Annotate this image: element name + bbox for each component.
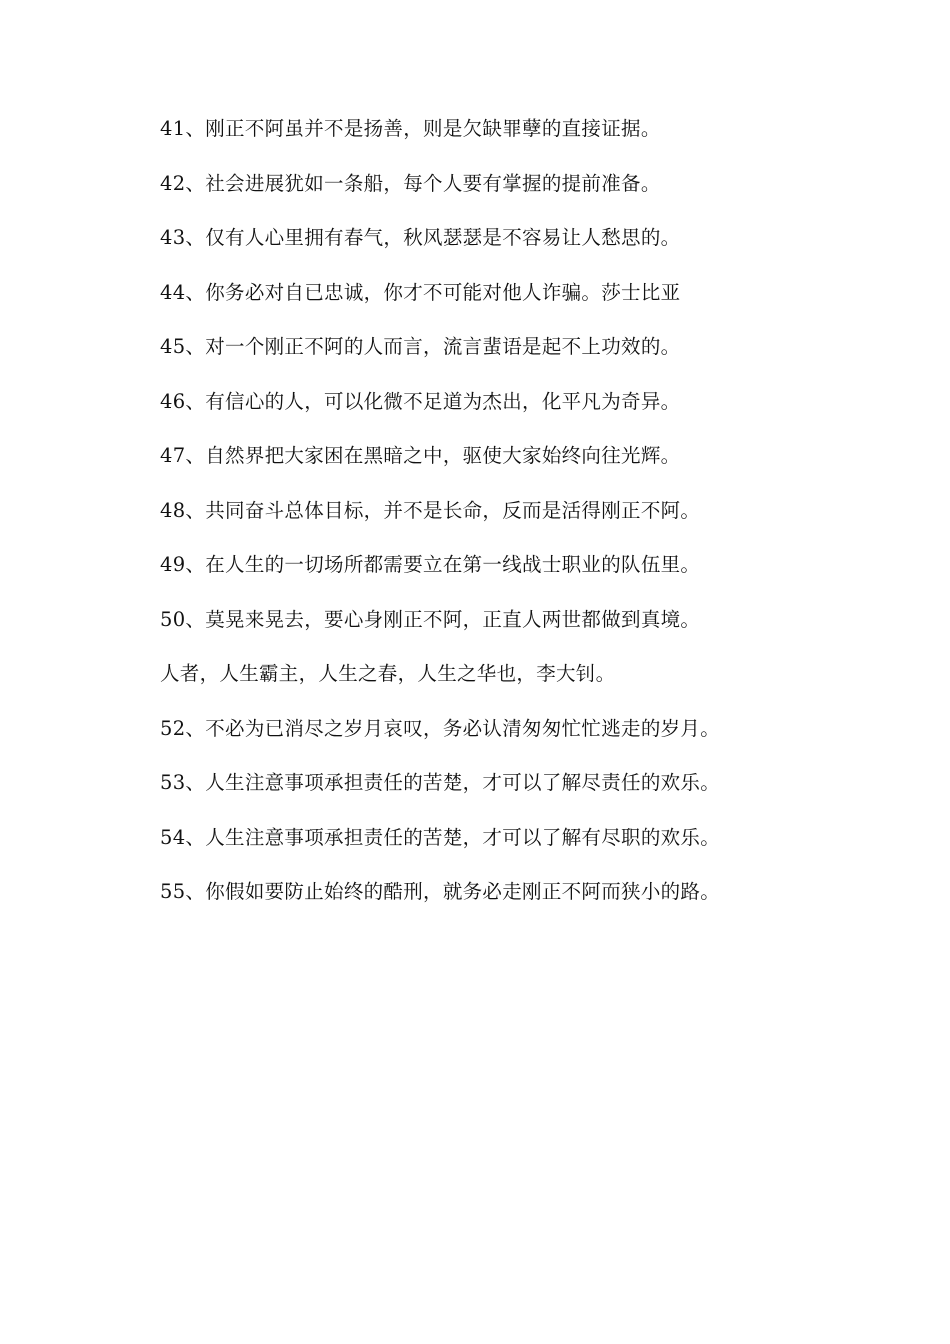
quote-line-46: 46、有信心的人，可以化微不足道为杰出，化平凡为奇异。 [160, 389, 681, 413]
quote-line-42: 42、社会进展犹如一条船，每个人要有掌握的提前准备。 [160, 171, 661, 195]
quote-line-55: 55、你假如要防止始终的酷刑，就务必走刚正不阿而狭小的路。 [160, 880, 721, 903]
quote-line-45: 45、对一个刚正不阿的人而言，流言蜚语是起不上功效的。 [160, 335, 681, 358]
quote-line-51: 人者，人生霸主，人生之春，人生之华也，李大钊。 [160, 662, 616, 685]
quote-line-49: 49、在人生的一切场所都需要立在第一线战士职业的队伍里。 [160, 553, 701, 576]
quote-line-54: 54、人生注意事项承担责任的苦楚，才可以了解有尽职的欢乐。 [160, 825, 721, 849]
quote-line-47: 47、自然界把大家困在黑暗之中，驱使大家始终向往光辉。 [160, 444, 681, 467]
quote-line-52: 52、不必为已消尽之岁月哀叹，务必认清匆匆忙忙逃走的岁月。 [160, 716, 721, 740]
quote-line-43: 43、仅有人心里拥有春气，秋风瑟瑟是不容易让人愁思的。 [160, 226, 681, 249]
quote-line-44: 44、你务必对自已忠诚，你才不可能对他人诈骗。莎士比亚 [160, 280, 681, 304]
quote-list [160, 112, 860, 930]
quote-line-48: 48、共同奋斗总体目标，并不是长命，反而是活得刚正不阿。 [160, 498, 701, 522]
quote-line-50: 50、莫晃来晃去，要心身刚正不阿，正直人两世都做到真境。 [160, 607, 701, 631]
quote-line-41: 41、刚正不阿虽并不是扬善，则是欠缺罪孽的直接证据。 [160, 117, 661, 140]
quote-line-53: 53、人生注意事项承担责任的苦楚，才可以了解尽责任的欢乐。 [160, 771, 721, 794]
